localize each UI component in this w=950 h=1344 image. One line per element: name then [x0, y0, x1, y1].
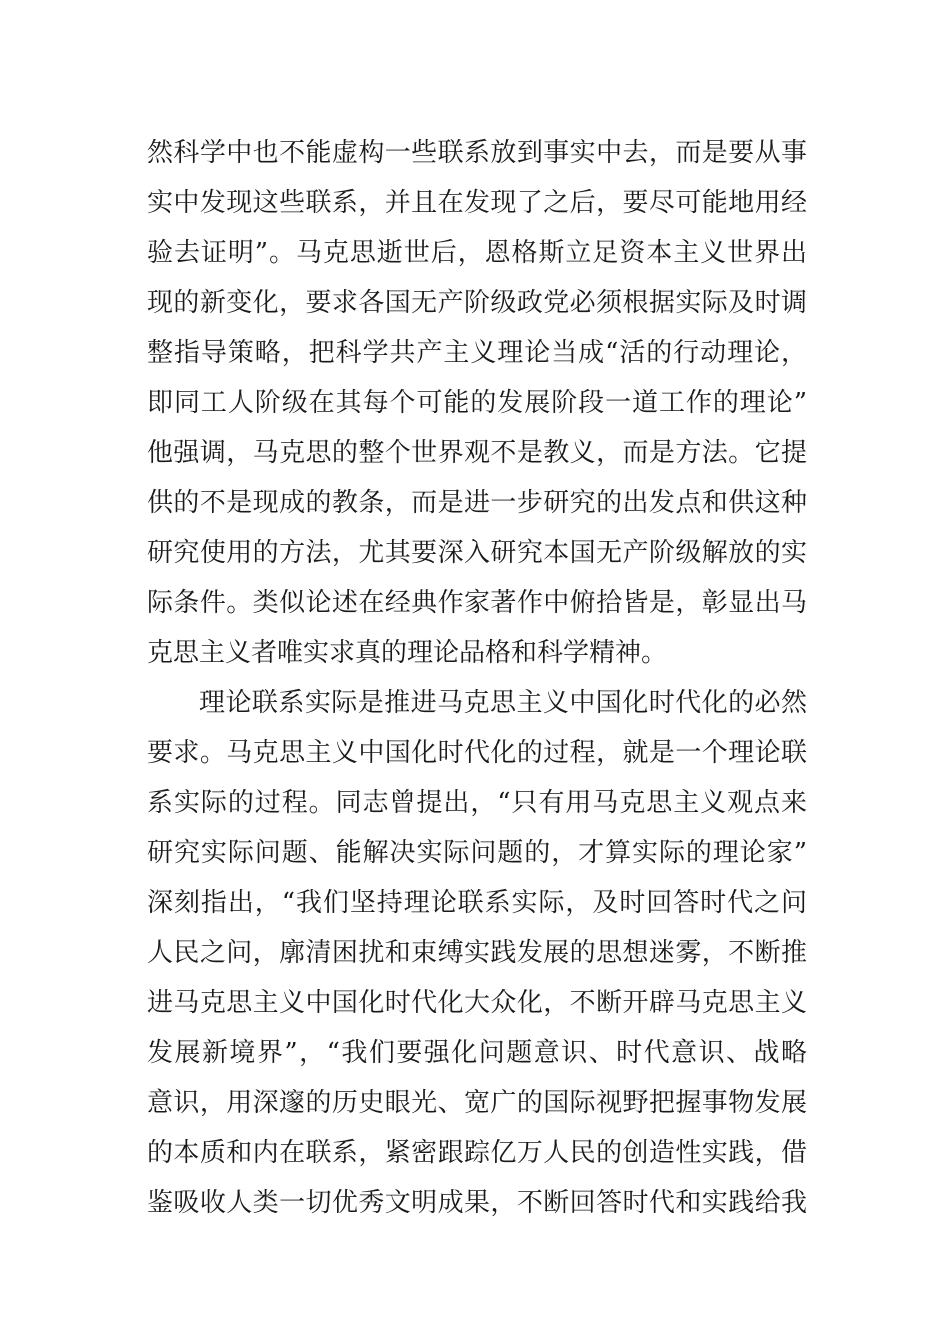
- text-line: 研究实际问题、能解决实际问题的，才算实际的理论家”: [147, 838, 807, 868]
- text-line: 然科学中也不能虚构一些联系放到事实中去，而是要从事: [147, 138, 807, 168]
- text-line: 他强调，马克思的整个世界观不是教义，而是方法。它提: [147, 438, 807, 468]
- text-line: 克思主义者唯实求真的理论品格和科学精神。: [147, 638, 668, 668]
- text-line: 深刻指出，“我们坚持理论联系实际，及时回答时代之问: [147, 888, 807, 918]
- text-line: 研究使用的方法，尤其要深入研究本国无产阶级解放的实: [147, 538, 807, 568]
- text-line: 即同工人阶级在其每个可能的发展阶段一道工作的理论”: [147, 388, 807, 418]
- text-line: 现的新变化，要求各国无产阶级政党必须根据实际及时调: [147, 288, 807, 318]
- text-line: 进马克思主义中国化时代化大众化，不断开辟马克思主义: [147, 988, 807, 1018]
- text-line: 发展新境界”，“我们要强化问题意识、时代意识、战略: [147, 1038, 807, 1068]
- text-line: 实中发现这些联系，并且在发现了之后，要尽可能地用经: [147, 188, 807, 218]
- text-line: 鉴吸收人类一切优秀文明成果，不断回答时代和实践给我: [147, 1188, 807, 1218]
- text-line: 意识，用深邃的历史眼光、宽广的国际视野把握事物发展: [147, 1088, 807, 1118]
- body-text: [147, 128, 807, 1228]
- text-line: 验去证明”。马克思逝世后，恩格斯立足资本主义世界出: [147, 238, 807, 268]
- text-line: 供的不是现成的教条，而是进一步研究的出发点和供这种: [147, 488, 807, 518]
- text-line: 的本质和内在联系，紧密跟踪亿万人民的创造性实践，借: [147, 1138, 807, 1168]
- paragraph-2: [147, 678, 807, 1228]
- text-line: 整指导策略，把科学共产主义理论当成“活的行动理论，: [147, 338, 807, 368]
- text-line: 要求。马克思主义中国化时代化的过程，就是一个理论联: [147, 738, 807, 768]
- text-line: 系实际的过程。同志曾提出，“只有用马克思主义观点来: [147, 788, 807, 818]
- text-line: 人民之问，廓清困扰和束缚实践发展的思想迷雾，不断推: [147, 938, 807, 968]
- text-line: 理论联系实际是推进马克思主义中国化时代化的必然: [199, 688, 807, 718]
- text-line: 际条件。类似论述在经典作家著作中俯拾皆是，彰显出马: [147, 588, 807, 618]
- paragraph-1: [147, 128, 807, 678]
